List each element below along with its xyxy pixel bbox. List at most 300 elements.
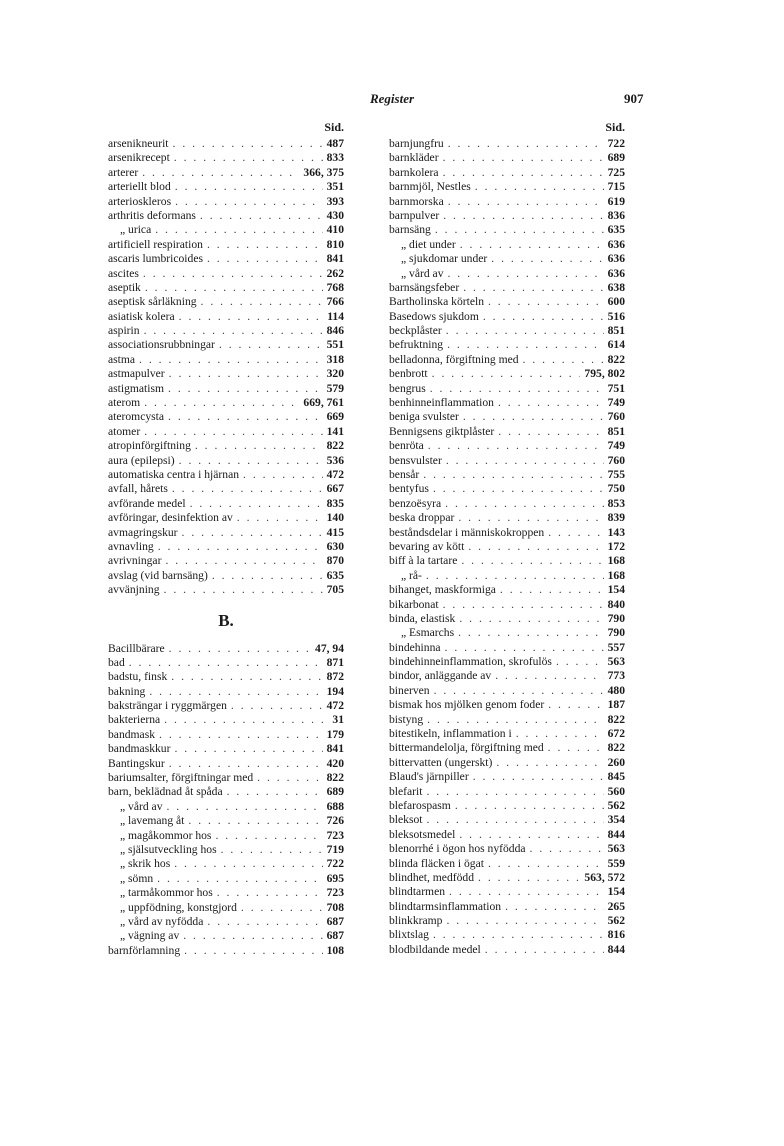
dot-leader (516, 727, 604, 741)
entry-term: „ skrik hos (120, 857, 171, 871)
dot-leader (219, 338, 323, 352)
entry-term: bevaring av kött (389, 539, 465, 553)
dot-leader (142, 166, 299, 180)
dot-leader (145, 281, 323, 295)
dot-leader (201, 295, 323, 309)
index-entry (389, 497, 625, 511)
index-entry (108, 670, 344, 684)
index-entry (389, 482, 625, 496)
entry-term: blixtslag (389, 928, 429, 942)
dot-leader (446, 454, 604, 468)
entry-page: 822 (607, 712, 625, 726)
index-entry (389, 583, 625, 597)
entry-page: 669 (326, 410, 344, 424)
index-entry (108, 180, 344, 194)
dot-leader (430, 382, 604, 396)
index-entry (108, 843, 344, 857)
index-entry (108, 497, 344, 511)
dot-leader (449, 885, 604, 899)
dot-leader (188, 814, 322, 828)
dot-leader (443, 151, 604, 165)
entry-term: blinda fläcken i ögat (389, 856, 484, 870)
entry-term: „ lavemang åt (120, 814, 185, 828)
entry-term: astigmatism (108, 381, 165, 395)
entry-term: barnförlamning (108, 943, 181, 957)
dot-leader (445, 641, 604, 655)
dot-leader (212, 569, 323, 583)
dot-leader (164, 583, 323, 597)
entry-term: atomer (108, 424, 141, 438)
index-entry (389, 410, 625, 424)
dot-leader (179, 454, 323, 468)
index-entry (389, 425, 625, 439)
entry-term: bindehinna (389, 640, 441, 654)
dot-leader (149, 685, 322, 699)
entry-page: 260 (607, 755, 625, 769)
entry-term: beckplåster (389, 324, 442, 338)
dot-leader (174, 857, 322, 871)
dot-leader (172, 482, 323, 496)
entry-page: 822 (326, 771, 344, 785)
entry-page: 472 (326, 699, 344, 713)
entry-term: avförande medel (108, 496, 186, 510)
entry-term: bakterierna (108, 713, 161, 727)
entry-term: avfall, hårets (108, 482, 168, 496)
entry-term: arthritis deformans (108, 208, 196, 222)
entry-term: barnsäng (389, 223, 431, 237)
entry-term: automatiska centra i hjärnan (108, 467, 240, 481)
entry-term: blindhet, medfödd (389, 870, 475, 884)
dot-leader (448, 195, 604, 209)
entry-term: beniga svulster (389, 410, 459, 424)
entry-term: barnpulver (389, 208, 440, 222)
entry-page: 846 (326, 324, 344, 338)
index-entry (389, 540, 625, 554)
entry-page: 351 (326, 180, 344, 194)
dot-leader (243, 468, 323, 482)
entry-page: 516 (607, 309, 625, 323)
dot-leader (523, 353, 604, 367)
dot-leader (498, 396, 604, 410)
entry-page: 760 (607, 453, 625, 467)
index-entry (108, 944, 344, 958)
dot-leader (237, 511, 323, 525)
entry-page: 726 (326, 814, 344, 828)
dot-leader (443, 598, 604, 612)
dot-leader (257, 771, 322, 785)
entry-term: ascaris lumbricoides (108, 252, 203, 266)
dot-leader (426, 569, 604, 583)
entry-term: bindor, anläggande av (389, 669, 492, 683)
entry-page: 354 (607, 813, 625, 827)
entry-term: biff à la tartare (389, 554, 458, 568)
index-entry (108, 468, 344, 482)
dot-leader (217, 886, 323, 900)
index-entry (108, 569, 344, 583)
entry-page: 366, 375 (303, 165, 344, 179)
dot-leader (434, 684, 604, 698)
index-entry (389, 511, 625, 525)
dot-leader (468, 540, 603, 554)
entry-term: benhinneinflammation (389, 396, 494, 410)
index-entry (389, 684, 625, 698)
entry-term: aseptik (108, 280, 141, 294)
entry-page: 839 (607, 511, 625, 525)
entry-page: 841 (326, 252, 344, 266)
entry-page: 472 (326, 467, 344, 481)
dot-leader (435, 223, 604, 237)
index-entry (108, 886, 344, 900)
entry-page: 635 (326, 568, 344, 582)
index-entry (389, 267, 625, 281)
index-entry (108, 338, 344, 352)
entry-term: bikarbonat (389, 597, 439, 611)
entry-page: 563, 572 (584, 870, 625, 884)
entry-page: 870 (326, 554, 344, 568)
entry-page: 725 (607, 165, 625, 179)
sid-label: Sid. (605, 120, 625, 134)
entry-term: ascites (108, 266, 139, 280)
dot-leader (158, 540, 323, 554)
index-entry (389, 195, 625, 209)
entry-page: 766 (326, 295, 344, 309)
entry-page: 536 (326, 453, 344, 467)
entry-term: benbrott (389, 367, 428, 381)
dot-leader (157, 872, 322, 886)
index-entry (389, 223, 625, 237)
entry-page: 795, 802 (584, 367, 625, 381)
entry-term: bakning (108, 684, 146, 698)
entry-page: 749 (607, 396, 625, 410)
index-entry (108, 511, 344, 525)
index-entry (389, 857, 625, 871)
dot-leader (144, 324, 323, 338)
dot-leader (495, 669, 603, 683)
index-entry (108, 281, 344, 295)
dot-leader (548, 698, 603, 712)
dot-leader (463, 281, 603, 295)
entry-page: 614 (607, 338, 625, 352)
entry-term: asiatisk kolera (108, 309, 175, 323)
entry-page: 551 (326, 338, 344, 352)
entry-page: 755 (607, 467, 625, 481)
dot-leader (169, 757, 323, 771)
entry-page: 559 (607, 856, 625, 870)
index-entry (389, 900, 625, 914)
entry-page: 750 (607, 482, 625, 496)
entry-page: 768 (326, 280, 344, 294)
entry-term: arterioskleros (108, 194, 172, 208)
index-entry (389, 252, 625, 266)
entry-page: 579 (326, 381, 344, 395)
dot-leader (215, 829, 322, 843)
entry-page: 723 (326, 886, 344, 900)
entry-page: 871 (326, 655, 344, 669)
dot-leader (433, 928, 604, 942)
entry-page: 689 (326, 785, 344, 799)
dot-leader (173, 137, 323, 151)
entry-term: blefarospasm (389, 798, 451, 812)
entry-page: 320 (326, 367, 344, 381)
index-entry (389, 727, 625, 741)
index-entry (389, 943, 625, 957)
entry-page: 262 (326, 266, 344, 280)
entry-term: atropinförgiftning (108, 439, 191, 453)
index-entry (108, 757, 344, 771)
entry-term: „ vägning av (120, 929, 180, 943)
index-entry (389, 655, 625, 669)
index-entry (108, 324, 344, 338)
entry-page: 179 (326, 727, 344, 741)
entry-term: associationsrubbningar (108, 338, 215, 352)
dot-leader (483, 310, 604, 324)
dot-leader (459, 612, 603, 626)
dot-leader (432, 367, 581, 381)
entry-term: bensvulster (389, 453, 442, 467)
entry-term: blindtarmsinflammation (389, 899, 502, 913)
index-entry (108, 439, 344, 453)
dot-leader (443, 209, 603, 223)
entry-page: 635 (607, 223, 625, 237)
dot-leader (446, 324, 604, 338)
index-entry (389, 885, 625, 899)
dot-leader (227, 785, 323, 799)
entry-term: „ magåkommor hos (120, 828, 212, 842)
dot-leader (498, 425, 603, 439)
entry-term: „ urica (120, 223, 152, 237)
index-entry (389, 928, 625, 942)
index-entry (108, 454, 344, 468)
index-entry (389, 454, 625, 468)
index-entry (389, 756, 625, 770)
entry-term: astmapulver (108, 367, 165, 381)
dot-leader (455, 799, 604, 813)
dot-leader (200, 209, 323, 223)
index-entry (108, 396, 344, 410)
entry-term: beståndsdelar i människokroppen (389, 525, 545, 539)
entry-page: 143 (607, 525, 625, 539)
index-entry (108, 310, 344, 324)
entry-term: Bartholinska körteln (389, 295, 484, 309)
dot-leader (556, 655, 604, 669)
dot-leader (207, 252, 323, 266)
entry-term: ateromcysta (108, 410, 165, 424)
entry-page: 563 (607, 842, 625, 856)
entry-page: 853 (607, 496, 625, 510)
entry-page: 835 (326, 496, 344, 510)
entry-page: 172 (607, 539, 625, 553)
entry-page: 705 (326, 583, 344, 597)
entry-term: bandmaskkur (108, 742, 171, 756)
index-entry (389, 713, 625, 727)
entry-term: aterom (108, 396, 141, 410)
index-entry (389, 310, 625, 324)
dot-leader (447, 338, 604, 352)
index-entry (108, 829, 344, 843)
entry-term: blindtarmen (389, 885, 446, 899)
index-entry (108, 166, 344, 180)
entry-page: 810 (326, 237, 344, 251)
entry-term: befruktning (389, 338, 444, 352)
index-entry (108, 540, 344, 554)
dot-leader (171, 670, 322, 684)
entry-term: „ själsutveckling hos (120, 842, 217, 856)
entry-term: bitestikeln, inflammation i (389, 727, 512, 741)
entry-term: arterer (108, 165, 139, 179)
entry-term: bad (108, 655, 125, 669)
dot-leader (459, 828, 603, 842)
index-entry (108, 382, 344, 396)
entry-page: 393 (326, 194, 344, 208)
dot-leader (496, 756, 603, 770)
entry-page: 194 (326, 684, 344, 698)
dot-leader (460, 238, 604, 252)
entry-page: 715 (607, 180, 625, 194)
entry-term: „ diet under (401, 237, 456, 251)
entry-term: „ sömn (120, 871, 154, 885)
entry-term: bandmask (108, 727, 156, 741)
right-column (389, 120, 625, 957)
entry-page: 667 (326, 482, 344, 496)
dot-leader (169, 367, 323, 381)
entry-page: 114 (327, 309, 344, 323)
index-entry (108, 728, 344, 742)
index-entry (389, 626, 625, 640)
entry-page: 851 (607, 424, 625, 438)
dot-leader (221, 843, 323, 857)
index-entry (389, 785, 625, 799)
dot-leader (461, 554, 603, 568)
dot-leader (207, 238, 323, 252)
entry-term: blinkkramp (389, 914, 443, 928)
entry-page: 560 (607, 784, 625, 798)
entry-term: arsenikneurit (108, 137, 169, 150)
index-entry (108, 901, 344, 915)
entry-page: 487 (326, 137, 344, 150)
index-entry (108, 195, 344, 209)
dot-leader (445, 497, 603, 511)
dot-leader (143, 267, 323, 281)
index-entry (389, 914, 625, 928)
entry-page: 154 (607, 583, 625, 597)
entry-page: 430 (326, 208, 344, 222)
entry-term: bensår (389, 467, 420, 481)
entry-page: 636 (607, 252, 625, 266)
dot-leader (129, 656, 323, 670)
entry-page: 760 (607, 410, 625, 424)
entry-term: benzoësyra (389, 496, 442, 510)
dot-leader (139, 353, 323, 367)
section-heading-b: B. (218, 610, 234, 630)
entry-term: „ vård av (120, 799, 163, 813)
dot-leader (463, 410, 604, 424)
entry-page: 749 (607, 439, 625, 453)
entry-term: benröta (389, 439, 424, 453)
entry-page: 722 (607, 137, 625, 150)
dot-leader (174, 742, 322, 756)
index-entry (108, 425, 344, 439)
entry-page: 108 (326, 943, 344, 957)
entry-term: binerven (389, 683, 430, 697)
index-entry (389, 238, 625, 252)
index-entry (108, 771, 344, 785)
index-entry (389, 166, 625, 180)
entry-page: 420 (326, 756, 344, 770)
dot-leader (500, 583, 604, 597)
dot-leader (184, 944, 322, 958)
entry-page: 563 (607, 655, 625, 669)
dot-leader (478, 871, 580, 885)
entry-page: 636 (607, 266, 625, 280)
entry-page: 562 (607, 914, 625, 928)
entry-term: blodbildande medel (389, 942, 481, 956)
entry-term: „ vård av nyfödda (120, 914, 204, 928)
entry-page: 722 (326, 857, 344, 871)
entry-term: avnavling (108, 539, 154, 553)
entry-page: 168 (607, 568, 625, 582)
entry-term: barnkolera (389, 165, 439, 179)
entry-page: 708 (326, 900, 344, 914)
index-entry (108, 685, 344, 699)
index-entry (389, 439, 625, 453)
index-entry (108, 656, 344, 670)
index-entry (389, 137, 625, 151)
running-header-title: Register (369, 91, 415, 106)
index-entry (108, 482, 344, 496)
index-entry (389, 295, 625, 309)
entry-page: 619 (607, 194, 625, 208)
dot-leader (144, 396, 299, 410)
dot-leader (175, 180, 323, 194)
index-entry (389, 209, 625, 223)
entry-term: blefarit (389, 784, 423, 798)
dot-leader (428, 439, 604, 453)
dot-leader (473, 770, 604, 784)
index-entry (389, 698, 625, 712)
entry-page: 562 (607, 798, 625, 812)
dot-leader (155, 223, 322, 237)
index-entry (108, 267, 344, 281)
entry-term: baksträngar i ryggmärgen (108, 699, 227, 713)
entry-page: 790 (607, 626, 625, 640)
index-entry (389, 324, 625, 338)
dot-leader (548, 741, 604, 755)
entry-term: „ rå- (401, 568, 422, 582)
entry-page: 836 (607, 208, 625, 222)
entry-page: 822 (607, 741, 625, 755)
entry-page: 140 (326, 511, 344, 525)
dot-leader (491, 252, 603, 266)
dot-leader (448, 137, 604, 151)
entry-term: „ vård av (401, 266, 444, 280)
entry-page: 822 (607, 352, 625, 366)
index-entry (389, 871, 625, 885)
dot-leader (190, 497, 323, 511)
dot-leader (241, 901, 323, 915)
dot-leader (427, 813, 604, 827)
index-entry (108, 151, 344, 165)
entry-page: 480 (607, 683, 625, 697)
entry-term: avvänjning (108, 583, 160, 597)
dot-leader (488, 295, 604, 309)
entry-page: 410 (326, 223, 344, 237)
entry-page: 672 (607, 727, 625, 741)
entry-term: arsenikrecept (108, 151, 170, 165)
entry-page: 265 (607, 899, 625, 913)
entry-term: „ tarmåkommor hos (120, 886, 213, 900)
entry-term: bleksotsmedel (389, 827, 456, 841)
sid-label: Sid. (324, 120, 344, 134)
